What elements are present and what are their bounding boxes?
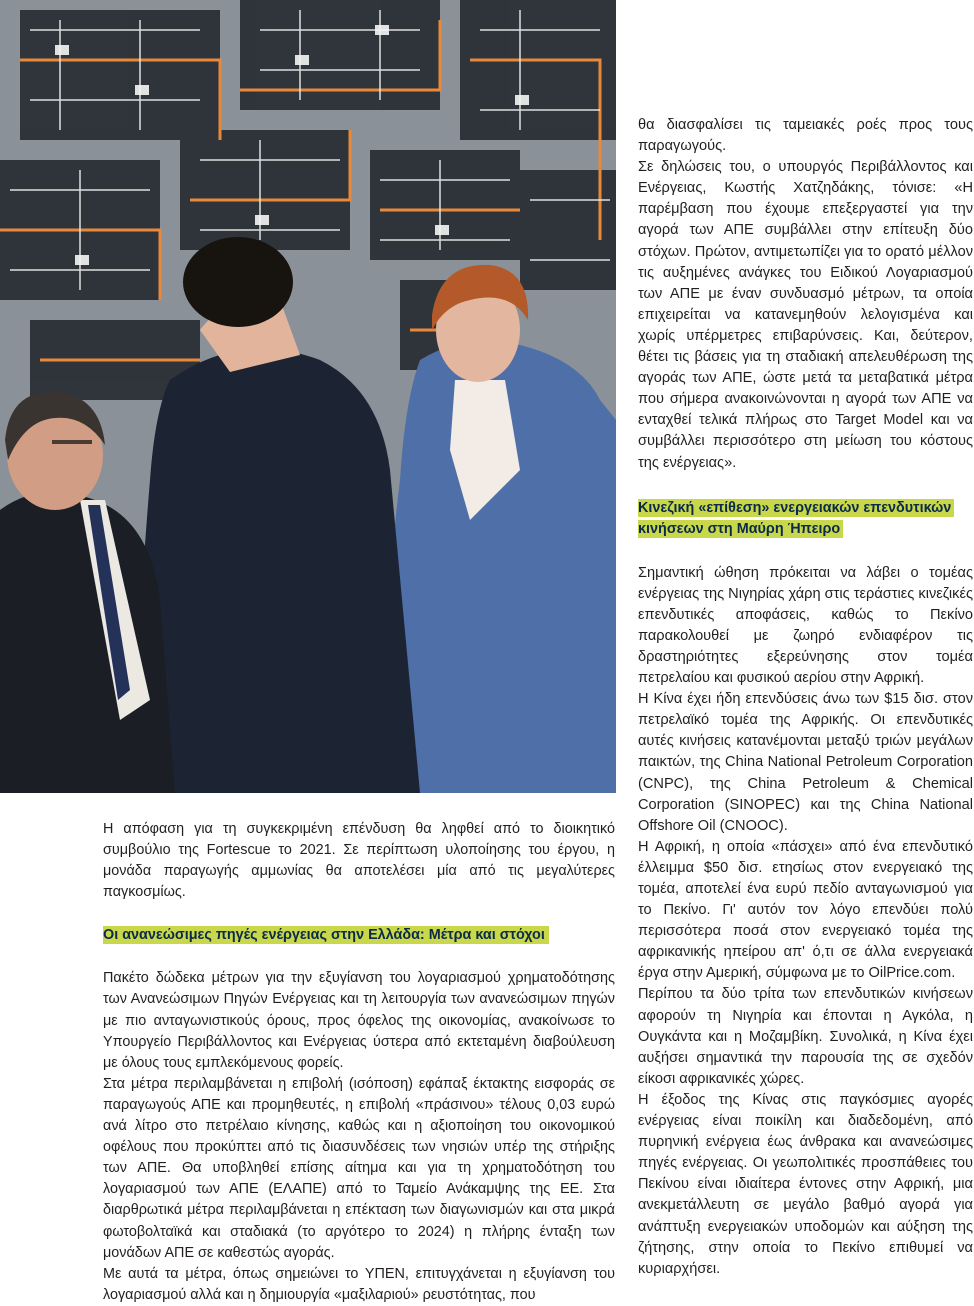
- paragraph: Πακέτο δώδεκα μέτρων για την εξυγίανση του λογαριασμού χρηματοδότησης των Ανανεώσιμων Πηγών Ενέργειας και τη λειτουργία των ανανεώσιμων πηγών με πιο ανταγωνιστικούς όρους, προς όφελος της οικονομίας, ανακοίνωσε το Υπουργείο Περιβάλλοντος και Ενέργειας ύστερα από εκτεταμένη διαβούλευση με όλους τους εμπλεκόμενους φορείς.: [103, 970, 615, 1071]
- intro-paragraph: Η απόφαση για τη συγκεκριμένη επένδυση θα ληφθεί από το διοικητικό συμβούλιο της Fortescue το 2021. Σε περίπτωση υλοποίησης του έργου, η μονάδα παραγωγής αμμωνίας θα αποτελέσει μία από τις μεγαλύτερες παγκοσμίως.: [103, 821, 615, 901]
- paragraph: Περίπου τα δύο τρίτα των επενδυτικών κινήσεων αφορούν τη Νιγηρία και έπονται η Αγκόλα, η Ουγκάντα και η Μοζαμβίκη. Συνολικά, η Κίνα έχει αυξήσει σημαντικά την παρουσία της σε σχεδόν είκοσι αφρικανικές χώρες.: [638, 986, 973, 1087]
- paragraph: θα διασφαλίσει τις ταμειακές ροές προς τους παραγωγούς.: [638, 117, 973, 155]
- control-room-photo: [0, 0, 616, 793]
- paragraph: Στα μέτρα περιλαμβάνεται η επιβολή (ισόποση) εφάπαξ έκτακτης εισφοράς σε παραγωγούς ΑΠΕ και προμηθευτές, η επιβολή «πράσινου» τέλους 0,03 ευρώ ανά λίτρο στο πετρέλαιο κίνησης, καθώς και η αξιοποίηση του οικονομικού οφέλους που προκύπτει από τις διασυνδέσεις των νησιών υπέρ της στήριξης των ΑΠΕ. Θα υποβληθεί επίσης αίτημα και για τη χρηματοδότηση του λογαριασμού των ΑΠΕ (ΕΛΑΠΕ) από το Ταμείο Ανάκαμψης της ΕΕ. Στα διαρθρωτικά μέτρα περιλαμβάνεται η επέκταση των διαγωνισμών και στα μικρά φωτοβολταϊκά και σταδιακά (το αργότερο το 2024) η πλήρης ένταξη των μονάδων ΑΠΕ σε καθεστώς αγοράς.: [103, 1075, 615, 1261]
- section-heading-text: Κινεζική «επίθεση» ενεργειακών επενδυτικών κινήσεων στη Μαύρη Ήπειρο: [638, 499, 954, 538]
- paragraph: Η Κίνα έχει ήδη επενδύσεις άνω των $15 δισ. στον πετρελαϊκό τομέα της Αφρικής. Οι επενδυτικές αυτές κινήσεις κατανέμονται μεταξύ τριών μεγάλων παικτών, της China National Petroleum Corporation (CNPC), της China Petroleum & Chemical Corporation (SINOPEC) και της China National Offshore Oil (CNOOC).: [638, 691, 973, 834]
- section-heading-china-africa: [638, 498, 973, 540]
- section-heading-text: Οι ανανεώσιμες πηγές ενέργειας στην Ελλάδα: Μέτρα και στόχοι: [103, 926, 549, 944]
- paragraph: Η Αφρική, η οποία «πάσχει» από ένα επενδυτικό έλλειμμα $50 δισ. ετησίως στον ενεργειακό της τομέα, αποτελεί ένα ευρύ πεδίο ανταγωνισμού για το Πεκίνο. Γι' αυτόν τον λόγο επενδύει πολύ περισσότερα ποσά στον ενεργειακό τομέα της αφρικανικής ηπείρου απ' ό,τι σε άλλα ενεργειακά έργα στην Αμερική, σύμφωνα με το OilPrice.com.: [638, 838, 973, 982]
- section-heading-renewables-greece: [103, 925, 615, 946]
- paragraph: Με αυτά τα μέτρα, όπως σημειώνει το ΥΠΕΝ, επιτυγχάνεται η εξυγίανση του λογαριασμού αλλά και η δημιουργία «μαξιλαριού» ρευστότητας, που: [103, 1265, 615, 1303]
- right-article-column: [638, 115, 973, 1280]
- paragraph: Σημαντική ώθηση πρόκειται να λάβει ο τομέας ενέργειας της Νιγηρίας χάρη στις τεράστιες κινεζικές επενδυτικές αποφάσεις, καθώς το Πεκίνο παρακολουθεί με ζωηρό ενδιαφέρον τις δραστηριότητες εξερεύνησης στον τομέα πετρελαίου και φυσικού αερίου στην Αφρική.: [638, 564, 973, 687]
- paragraph: Η έξοδος της Κίνας στις παγκόσμιες αγορές ενέργειας είναι ποικίλη και διαδεδομένη, από πυρηνική ενέργεια έως άνθρακα και ανανεώσιμες πηγές ενέργειας. Οι γεωπολιτικές προσπάθειες του Πεκίνου είναι ιδιαίτερα έντονες στην Αφρική, μια ανεκμετάλλευτη σε μεγάλο βαθμό αγορά για ανάπτυξη ενεργειακών υποδομών και αύξηση της ζήτησης, στην οποία το Πεκίνο επιθυμεί να κυριαρχήσει.: [638, 1091, 973, 1277]
- paragraph: Σε δηλώσεις του, ο υπουργός Περιβάλλοντος και Ενέργειας, Κωστής Χατζηδάκης, τόνισε: «Η παρέμβαση που έχουμε επεξεργαστεί για την αγορά των ΑΠΕ συμβάλλει στην επίτευξη δύο στόχων. Πρώτον, αντιμετωπίζει για το ορατό μέλλον τις αυξημένες ανάγκες του Ειδικού Λογαριασμού των ΑΠΕ με έναν συνδυασμό μέτρων, τα οποία επιχειρείται να κατανεμηθούν λελογισμένα και χωρίς υπέρμετρες επιβαρύνσεις. Και, δεύτερον, θέτει τις βάσεις για τη σταδιακή απελευθέρωση της αγοράς των ΑΠΕ, ώστε μετά τα μεταβατικά μέτρα που σήμερα ανακοινώνονται η αγορά των ΑΠΕ να ενταχθεί τελικά πλήρως στο Target Model και να συμβάλλει περισσότερο στη μείωση του κόστους της ενέργειας».: [638, 159, 973, 471]
- left-article-column: [103, 819, 615, 1306]
